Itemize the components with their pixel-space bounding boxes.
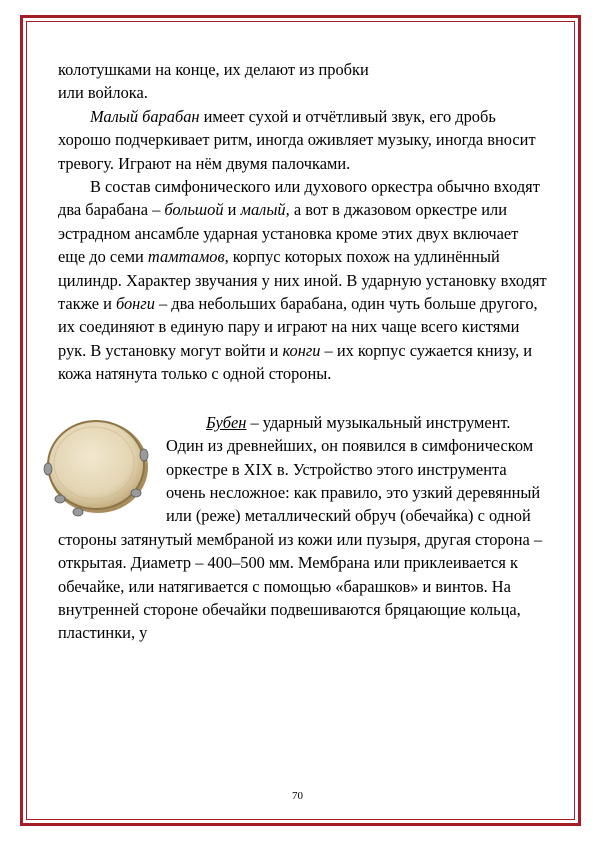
tambourine-section: [58, 411, 548, 645]
tambourine-icon: [40, 413, 152, 525]
term-snare-drum: Малый барабан: [90, 106, 200, 126]
paragraph-1: [58, 58, 548, 105]
drum-kit-text-1: В состав симфонического или духового оркестра обычно входят два барабана –: [58, 177, 540, 220]
drum-kit-text-4: , корпус которых похож на удлинённый цилиндр. Характер звучания у них иной. В ударную установку входят также и: [58, 247, 547, 314]
paragraph-1-line-1: колотушками на конце, их делают из пробки: [58, 60, 369, 79]
drum-kit-text-2: и: [223, 200, 241, 220]
page-number: 70: [292, 790, 303, 802]
term-tambourine: Бубен: [206, 412, 247, 432]
paragraph-drum-kit: [58, 175, 548, 386]
term-tom-toms: тамтамов: [147, 247, 225, 267]
term-small-drum: малый: [240, 200, 286, 220]
term-bongos: бонги: [115, 294, 155, 314]
paragraph-snare-drum-text: имеет сухой и отчётливый звук, его дробь хорошо подчеркивает ритм, иногда оживляет музыку, иногда вносит тревогу. Играют на нём двумя палочками.: [58, 106, 536, 173]
drum-kit-text-5: – два небольших барабана, один чуть больше другого, их соединяют в единую пару и играют на них чаще всего кистями рук. В установку могут войти и: [58, 294, 538, 360]
term-bass-drum: большой: [164, 200, 224, 220]
page-content: [58, 58, 548, 645]
paragraph-snare-drum: [58, 105, 548, 175]
drum-kit-text-6: – их корпус сужается книзу, и кожа натянута только с одной стороны.: [58, 340, 533, 384]
drum-kit-text-3: , а вот в джазовом оркестре или эстрадном ансамбле ударная установка кроме этих двух включает еще до семи: [58, 200, 519, 267]
term-congas: конги: [282, 340, 321, 360]
paragraph-1-line-2: или войлока.: [58, 83, 148, 103]
paragraph-tambourine-text: – ударный музыкальный инструмент. Один из древнейших, он появился в симфоническом оркестре в XIX в. Устройство этого инструмента очень несложное: как правило, это узкий деревянный или (реже) металлический обруч (обечайка) с одной стороны затянутый мембраной из кожи или пузыря, другая сторона – открытая. Диаметр – 400–500 мм. Мембрана или приклеивается к обечайке, или натягивается с помощью «барашков» и винтов. На внутренней стороне обечайки подвешиваются бряцающие кольца, пластинки, у: [58, 412, 543, 643]
